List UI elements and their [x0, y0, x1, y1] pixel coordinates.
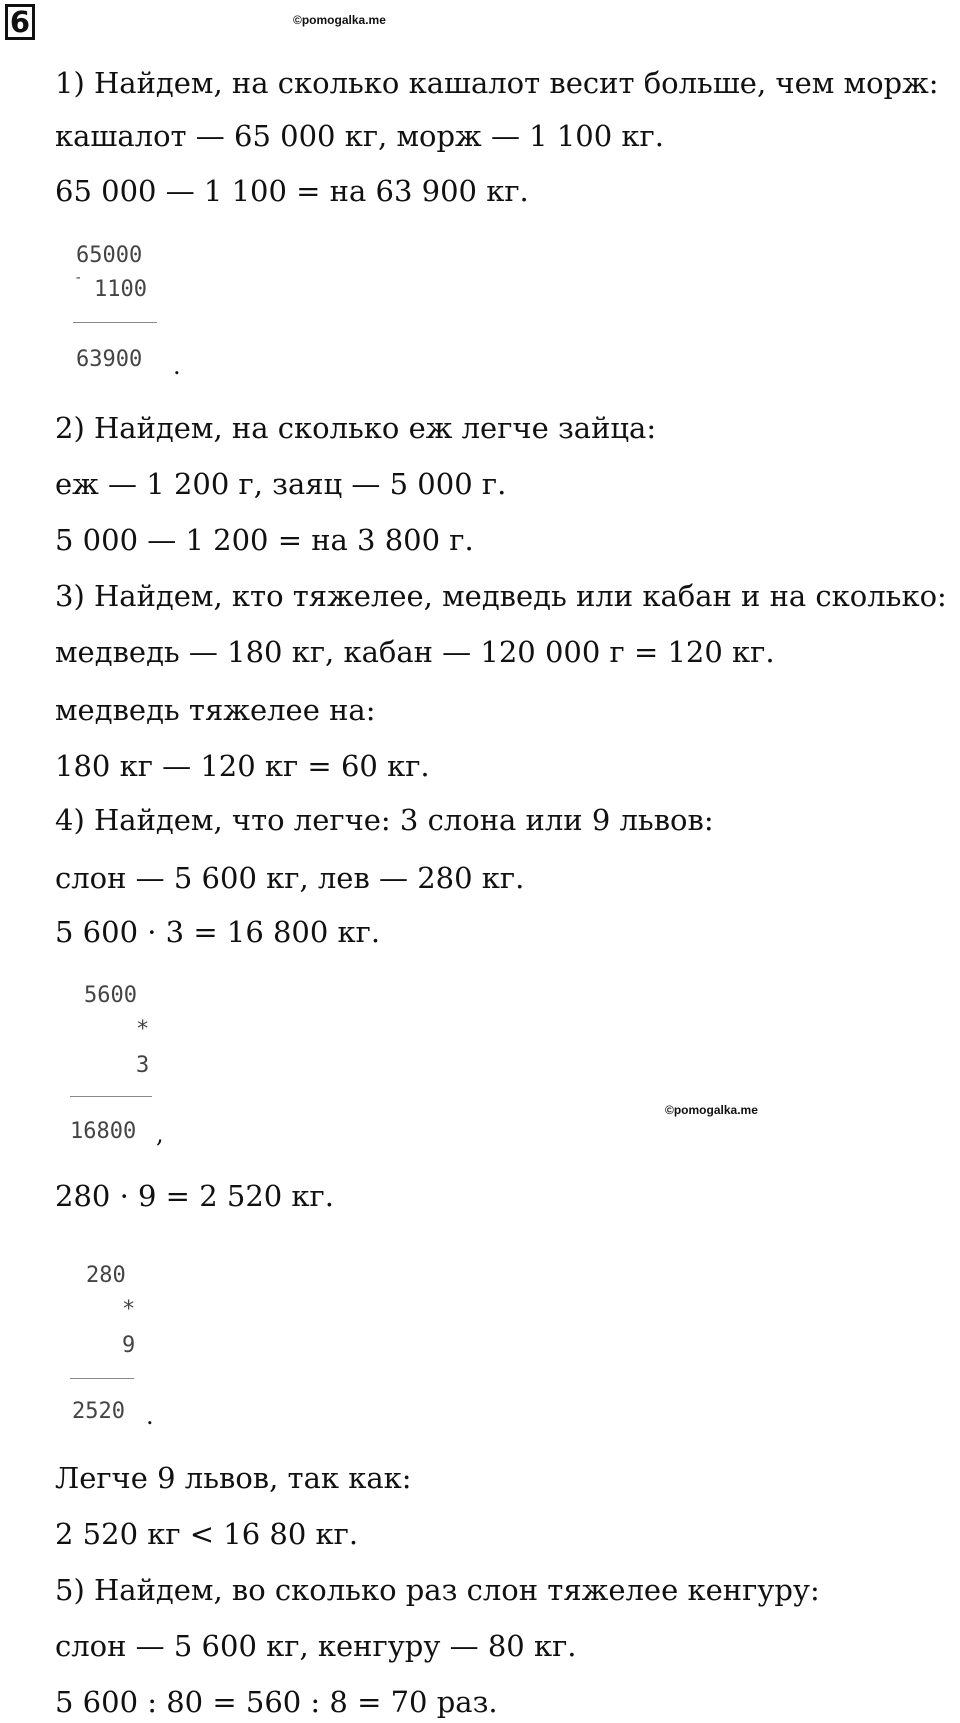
calc-1-sign: - — [74, 270, 83, 286]
step-3-equation: 180 кг — 120 кг = 60 кг. — [55, 749, 430, 783]
step-4-comparison: 2 520 кг < 16 80 кг. — [55, 1517, 359, 1551]
calc-1-top: 65000 — [76, 243, 143, 268]
column-multiplication-1 — [70, 982, 180, 1148]
step-4-conclusion: Легче 9 львов, так как: — [55, 1461, 412, 1495]
step-4-heading: 4) Найдем, что легче: 3 слона или 9 львов: — [55, 803, 714, 837]
column-multiplication-2 — [70, 1262, 180, 1430]
step-4-equation-1: 5 600 · 3 = 16 800 кг. — [55, 915, 381, 949]
calc-2-sign: * — [136, 1017, 150, 1042]
step-1-equation: 65 000 — 1 100 = на 63 900 кг. — [55, 174, 529, 208]
task-number-badge: 6 — [5, 4, 35, 40]
step-3-heading: 3) Найдем, кто тяжелее, медведь или кабан и на сколько: — [55, 579, 947, 613]
step-5-data: слон — 5 600 кг, кенгуру — 80 кг. — [55, 1629, 577, 1663]
step-5-equation: 5 600 : 80 = 560 : 8 = 70 раз. — [55, 1685, 498, 1719]
calc-2-top: 5600 — [84, 983, 137, 1008]
calc-3-rule — [70, 1378, 134, 1379]
step-3-conclusion: медведь тяжелее на: — [55, 693, 376, 727]
watermark-middle: ©pomogalka.me — [665, 1103, 758, 1117]
calc-3-sign: * — [122, 1297, 136, 1322]
calc-2-dot: , — [156, 1120, 164, 1148]
calc-1-dot: . — [173, 352, 181, 380]
calc-3-result: 2520 — [72, 1399, 125, 1424]
calc-2-result: 16800 — [70, 1119, 137, 1144]
step-2-heading: 2) Найдем, на сколько еж легче зайца: — [55, 411, 657, 445]
calc-2-rule — [70, 1096, 152, 1097]
calc-1-bottom: 1100 — [94, 277, 147, 302]
calc-1-rule — [73, 322, 157, 323]
calc-3-top: 280 — [86, 1263, 126, 1288]
step-5-heading: 5) Найдем, во сколько раз слон тяжелее кенгуру: — [55, 1573, 820, 1607]
step-2-equation: 5 000 — 1 200 = на 3 800 г. — [55, 523, 474, 557]
calc-3-bottom: 9 — [122, 1333, 136, 1358]
step-3-data: медведь — 180 кг, кабан — 120 000 г = 120 кг. — [55, 635, 775, 669]
step-2-data: еж — 1 200 г, заяц — 5 000 г. — [55, 467, 507, 501]
calc-3-dot: . — [146, 1402, 154, 1430]
step-1-data: кашалот — 65 000 кг, морж — 1 100 кг. — [55, 119, 664, 153]
step-1-heading: 1) Найдем, на сколько кашалот весит больше, чем морж: — [55, 66, 939, 100]
step-4-data: слон — 5 600 кг, лев — 280 кг. — [55, 861, 525, 895]
calc-2-bottom: 3 — [136, 1053, 150, 1078]
calc-1-result: 63900 — [76, 347, 143, 372]
step-4-equation-2: 280 · 9 = 2 520 кг. — [55, 1179, 334, 1213]
watermark-top: ©pomogalka.me — [293, 13, 386, 27]
column-subtraction-1 — [76, 242, 186, 382]
